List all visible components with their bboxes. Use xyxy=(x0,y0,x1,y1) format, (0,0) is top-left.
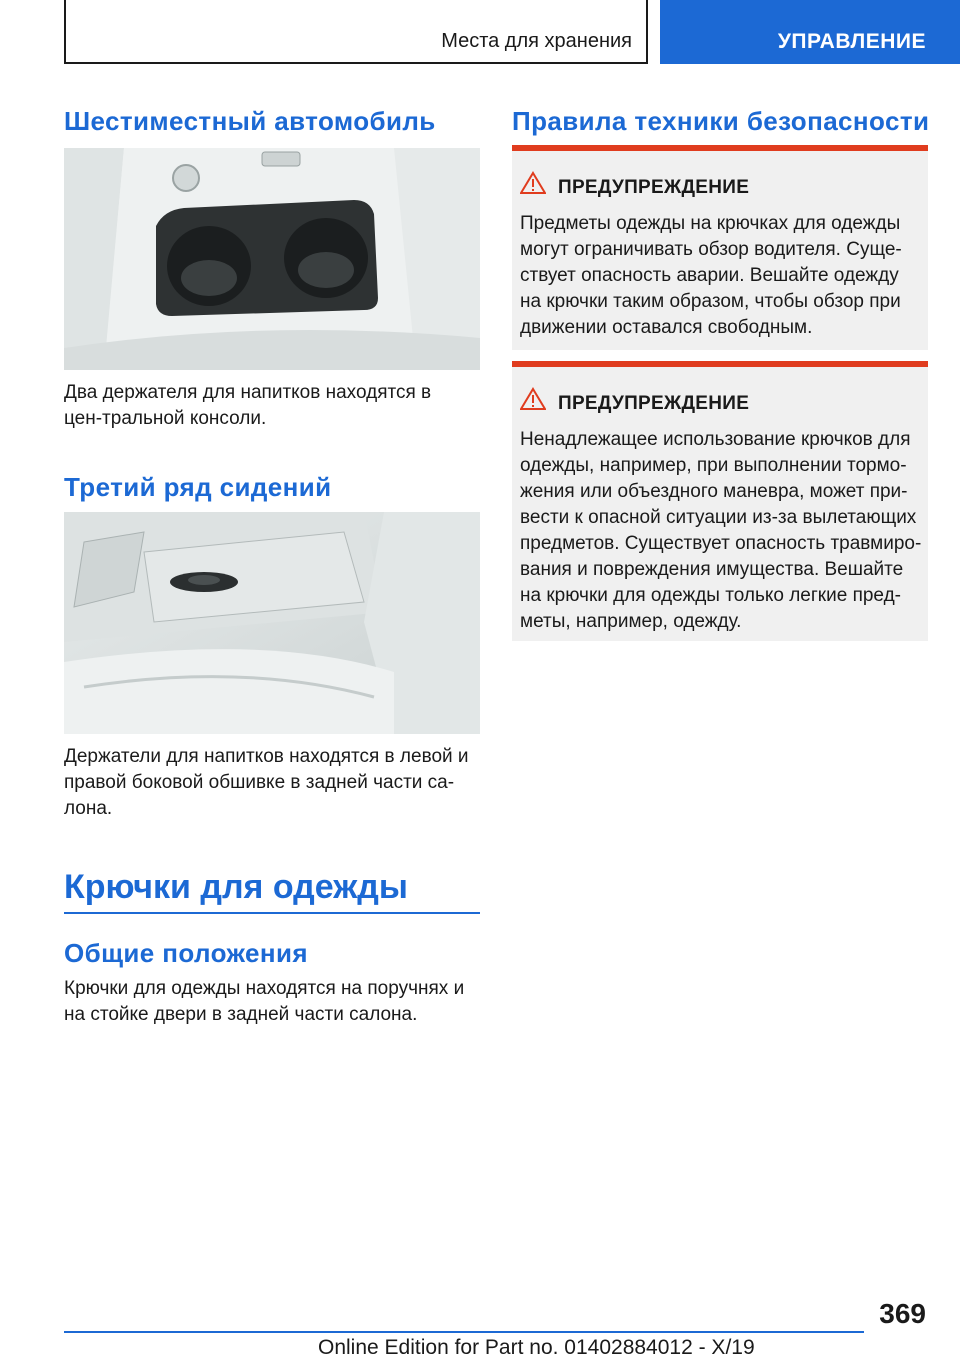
six-seat-text: Два держателя для напитков находятся в цен-тральной консоли. xyxy=(64,382,432,429)
six-seat-heading: Шестиместный автомобиль xyxy=(64,106,436,136)
warning-triangle-icon xyxy=(520,171,546,195)
warning-box-2 xyxy=(512,361,928,641)
warning-box-1 xyxy=(512,145,928,350)
warning-1-title: ПРЕДУПРЕЖДЕНИЕ xyxy=(558,177,750,198)
rear-side-cupholders-photo xyxy=(64,512,480,734)
hooks-heading-rule xyxy=(64,912,480,914)
page-number: 369 xyxy=(879,1298,926,1329)
warning-triangle-icon xyxy=(520,387,546,411)
safety-heading: Правила техники безопасности xyxy=(512,106,930,136)
general-heading: Общие положения xyxy=(64,938,308,968)
header-section-box xyxy=(64,0,648,64)
header-chapter-tab xyxy=(660,0,960,64)
third-row-heading: Третий ряд сидений xyxy=(64,472,332,502)
footer-rule xyxy=(64,1331,864,1333)
warning-2-title: ПРЕДУПРЕЖДЕНИЕ xyxy=(558,393,750,414)
warning-2-text: Ненадлежащее использование крючков для одежды, например, при выполнении тормо-жения или объездного маневра, может при-вести к опасной ситуации из-за вылетающих предметов. Существует опасность травмиро-вания и повреждения имущества. Вешайте на крючки для одежды только легкие пред-меты, например, одежду. xyxy=(520,429,922,632)
third-row-text: Держатели для напитков находятся в левой и правой боковой обшивке в задней части са-лона. xyxy=(64,746,469,819)
footer-edition: Online Edition for Part no. 01402884012 - X/19 xyxy=(318,1336,755,1359)
header-section-title: Места для хранения xyxy=(441,30,632,52)
general-text: Крючки для одежды находятся на поручнях и на стойке двери в задней части салона. xyxy=(64,978,465,1025)
center-console-cupholders-photo xyxy=(64,148,480,370)
header-chapter-title: УПРАВЛЕНИЕ xyxy=(777,30,926,53)
warning-1-text: Предметы одежды на крючках для одежды могут ограничивать обзор водителя. Суще-ствует опасность аварии. Вешайте одежду на крючки таким образом, чтобы обзор при движении оставался свободным. xyxy=(520,213,902,338)
hooks-heading: Крючки для одежды xyxy=(64,868,408,906)
